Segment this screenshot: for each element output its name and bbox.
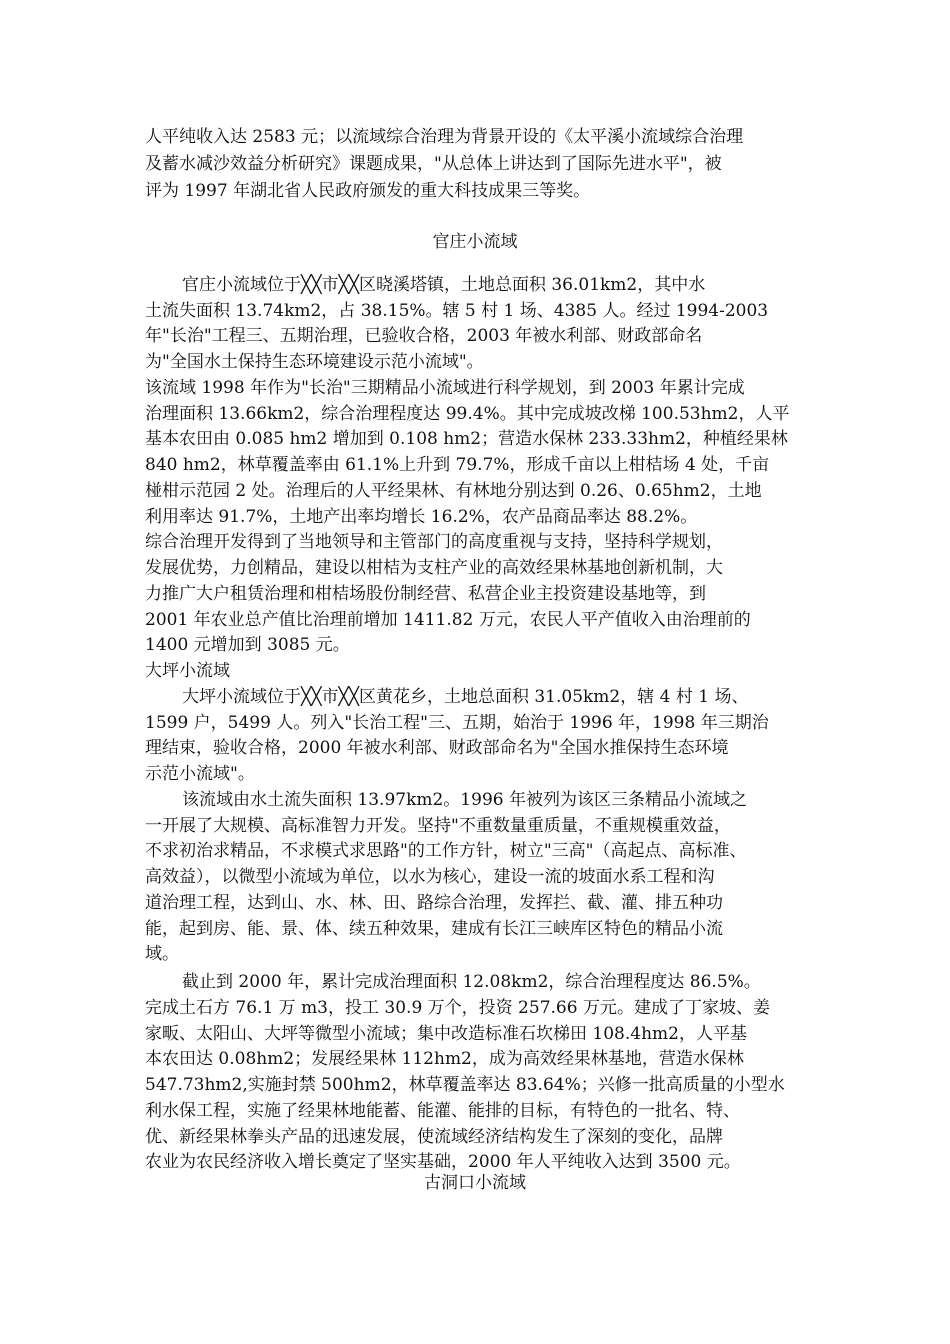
paragraph-line: 完成土石方 76.1 万 m3，投工 30.9 万个，投资 257.66 万元。建成了丁家坡、姜 xyxy=(145,998,770,1018)
paragraph-line: 综合治理开发得到了当地领导和主管部门的高度重视与支持，坚持科学规划， xyxy=(145,532,723,552)
paragraph-line: 基本农田由 0.085 hm2 增加到 0.108 hm2；营造水保林 233.33hm2，种植经果林 xyxy=(145,429,788,449)
paragraph-line: 利水保工程，实施了经果林地能蓄、能灌、能排的目标，有特色的一批名、特、 xyxy=(145,1101,740,1121)
paragraph-line: 该流域由水土流失面积 13.97km2。1996 年被列为该区三条精品小流域之 xyxy=(182,790,747,810)
paragraph-line: 官庄小流域位于╳╳市╳╳区晓溪塔镇，土地总面积 36.01km2，其中水 xyxy=(182,275,706,295)
paragraph-line: 发展优势，力创精品，建设以柑桔为支柱产业的高效经果林基地创新机制，大 xyxy=(145,558,723,578)
paragraph-line: 优、新经果林拳头产品的迅速发展，使流域经济结构发生了深刻的变化，品牌 xyxy=(145,1127,723,1147)
intro-line: 人平纯收入达 2583 元；以流域综合治理为背景开设的《太平溪小流域综合治理 xyxy=(145,127,744,147)
paragraph-line: 2001 年农业总产值比治理前增加 1411.82 万元，农民人平产值收入由治理前的 xyxy=(145,610,751,630)
paragraph-line: 547.73hm2,实施封禁 500hm2，林草覆盖率达 83.64%；兴修一批高质量的小型水 xyxy=(145,1075,785,1095)
paragraph-line: 示范小流域"。 xyxy=(145,764,255,784)
paragraph-line: 不求初治求精品，不求模式求思路"的工作方针，树立"三高"（高起点、高标准、 xyxy=(145,841,747,861)
paragraph-line: 域。 xyxy=(145,944,179,964)
paragraph-line: 治理面积 13.66km2，综合治理程度达 99.4%。其中完成坡改梯 100.53hm2，人平 xyxy=(145,404,790,424)
paragraph-line: 椪柑示范园 2 处。治理后的人平经果林、有林地分别达到 0.26、0.65hm2，土地 xyxy=(145,481,762,501)
section-heading-daping: 大坪小流域 xyxy=(145,661,230,681)
paragraph-line: 力推广大户租赁治理和柑桔场股份制经营、私营企业主投资建设基地等，到 xyxy=(145,584,706,604)
intro-line: 及蓄水减沙效益分析研究》课题成果，"从总体上讲达到了国际先进水平"，被 xyxy=(145,154,722,174)
paragraph-line: 道治理工程，达到山、水、林、田、路综合治理，发挥拦、截、灌、排五种功 xyxy=(145,893,723,913)
section-heading-guanzhuang: 官庄小流域 xyxy=(432,232,518,252)
paragraph-line: 年"长治"工程三、五期治理，已验收合格，2003 年被水利部、财政部命名 xyxy=(145,326,703,346)
intro-line: 评为 1997 年湖北省人民政府颁发的重大科技成果三等奖。 xyxy=(145,181,591,201)
paragraph-line: 1599 户，5499 人。列入"长治工程"三、五期，始治于 1996 年，1998 年三期治 xyxy=(145,713,769,733)
paragraph-line: 1400 元增加到 3085 元。 xyxy=(145,635,350,655)
paragraph-line: 利用率达 91.7%，土地产出率均增长 16.2%，农产品商品率达 88.2%。 xyxy=(145,507,698,527)
section-heading-gudongkou: 古洞口小流域 xyxy=(424,1173,526,1193)
paragraph-line: 为"全国水土保持生态环境建设示范小流域"。 xyxy=(145,352,484,372)
paragraph-line: 一开展了大规模、高标准智力开发。坚持"不重数量重质量，不重规模重效益， xyxy=(145,816,731,836)
paragraph-line: 截止到 2000 年，累计完成治理面积 12.08km2，综合治理程度达 86.5%。 xyxy=(182,972,761,992)
paragraph-line: 该流域 1998 年作为"长治"三期精品小流域进行科学规划，到 2003 年累计完成 xyxy=(145,378,745,398)
paragraph-line: 高效益），以微型小流域为单位，以水为核心，建设一流的坡面水系工程和沟 xyxy=(145,867,715,887)
paragraph-line: 大坪小流域位于╳╳市╳╳区黄花乡，土地总面积 31.05km2，辖 4 村 1 场、 xyxy=(182,687,749,707)
paragraph-line: 840 hm2，林草覆盖率由 61.1%上升到 79.7%，形成千亩以上柑桔场 4 处，千亩 xyxy=(145,455,770,475)
paragraph-line: 本农田达 0.08hm2；发展经果林 112hm2，成为高效经果林基地，营造水保林 xyxy=(145,1049,744,1069)
paragraph-line: 土流失面积 13.74km2，占 38.15%。辖 5 村 1 场、4385 人。经过 1994-2003 xyxy=(145,301,769,321)
paragraph-line: 农业为农民经济收入增长奠定了坚实基础，2000 年人平纯收入达到 3500 元。 xyxy=(145,1152,741,1172)
paragraph-line: 理结束，验收合格，2000 年被水利部、财政部命名为"全国水推保持生态环境 xyxy=(145,738,729,758)
paragraph-line: 能，起到房、能、景、体、续五种效果，建成有长江三峡库区特色的精品小流 xyxy=(145,919,723,939)
paragraph-line: 家畈、太阳山、大坪等微型小流域；集中改造标准石坎梯田 108.4hm2，人平基 xyxy=(145,1024,747,1044)
